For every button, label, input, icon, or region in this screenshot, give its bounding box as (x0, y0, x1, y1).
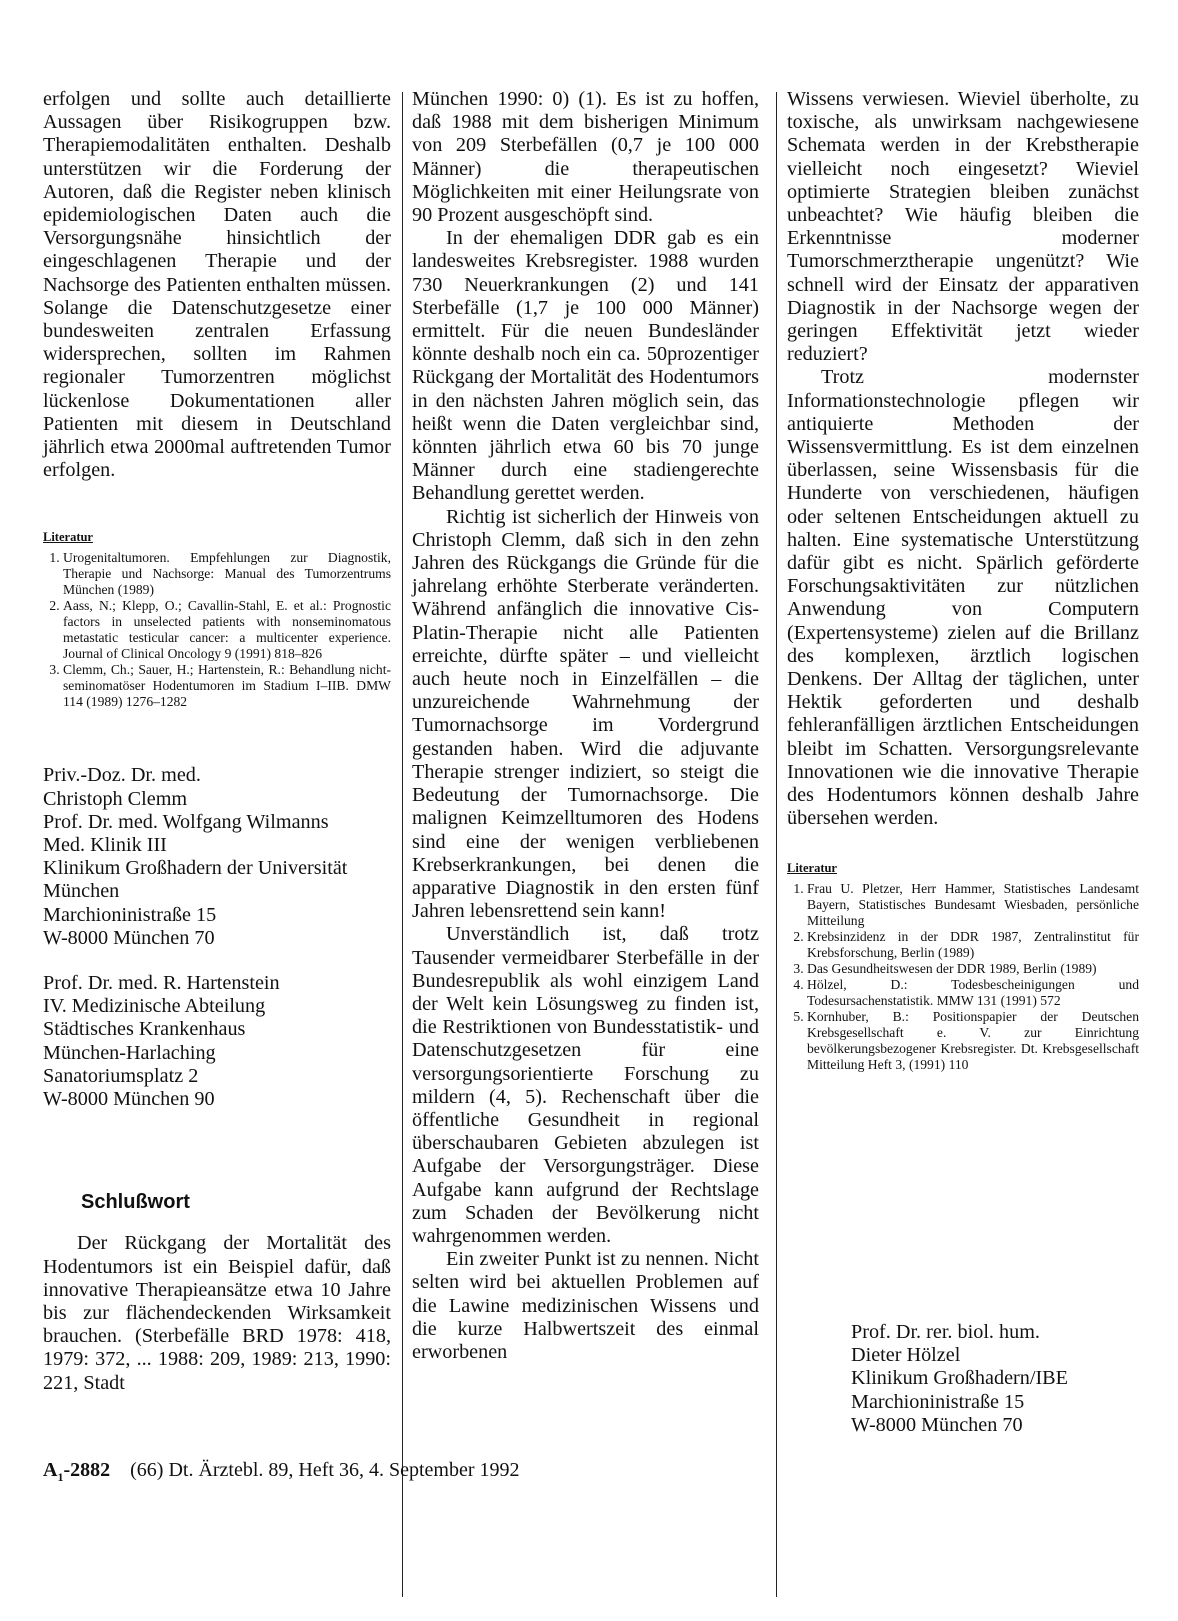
reference-item: 3. Das Gesundheitswesen der DDR 1989, Berlin (1989) (807, 961, 1139, 977)
address-line: Klinikum Großhadern der Universität (43, 857, 348, 880)
column-divider (402, 92, 403, 1597)
literature-heading: Literatur (787, 860, 837, 875)
section-heading: Schlußwort (81, 1191, 190, 1214)
body-paragraph: In der ehemaligen DDR gab es ein landesweites Krebsregister. 1988 wurden 730 Neuerkrankungen (2) und 141 Sterbefälle (1,7 je 100 000 Männer) ermittelt. Für die neuen Bundesländer könnte deshalb noch ein ca. 50prozentiger Rückgang der Mortalität des Hodentumors in den nächsten Jahren möglich sein, das heißt wenn die Daten vergleichbar sind, könnten jährlich etwa 60 bis 70 junge Männer durch eine stadiengerechte Behandlung gerettet werden. (412, 227, 759, 505)
column-middle (412, 88, 759, 1364)
address-line: Prof. Dr. med. R. Hartenstein (43, 972, 280, 995)
literature-heading: Literatur (43, 530, 93, 545)
reference-item: 2. Krebsinzidenz in der DDR 1987, Zentralinstitut für Krebsforschung, Berlin (1989) (807, 929, 1139, 961)
address-line: Sanatoriumsplatz 2 (43, 1064, 199, 1087)
body-paragraph: Ein zweiter Punkt ist zu nennen. Nicht selten wird bei aktuellen Problemen auf die Lawine medizinischen Wissens und die kurze Halbwertszeit des einmal erworbenen (412, 1248, 759, 1363)
address-line: Dieter Hölzel (851, 1344, 961, 1367)
address-line: W-8000 München 70 (43, 926, 215, 949)
reference-item: 1. Urogenitaltumoren. Empfehlungen zur Diagnostik, Therapie und Nachsorge: Manual des Tumorzentrums München (1989) (63, 550, 391, 598)
reference-item: 5. Kornhuber, B.: Positionspapier der Deutschen Krebsgesellschaft e. V. zur Einrichtung bevölkerungsbezogener Krebsregister. Dt. Krebsgesellschaft Mitteilung Heft 3, (1991) 110 (807, 1009, 1139, 1073)
reference-list (787, 881, 1139, 1073)
body-paragraph: Wissens verwiesen. Wieviel überholte, zu toxische, als unwirksam nachgewiesene Schemata werden in der Krebstherapie vielleicht noch eingesetzt? Wieviel optimierte Strategien bleiben zunächst unbeachtet? Wie häufig bleiben die Erkenntnisse moderner Tumorschmerztherapie ungenützt? Wie schnell wird der Einsatz der apparativen Diagnostik in der Nachsorge wegen der geringen Effektivität jetzt wieder reduziert? (787, 88, 1139, 366)
body-paragraph: München 1990: 0) (1). Es ist zu hoffen, daß 1988 mit dem bisherigen Minimum von 209 Sterbefällen (0,7 je 100 000 Männer) die therapeutischen Möglichkeiten mit einer Heilungsrate von 90 Prozent ausgeschöpft sind. (412, 88, 759, 227)
reference-list (43, 550, 391, 710)
address-line: Priv.-Doz. Dr. med. (43, 764, 201, 787)
address-line: W-8000 München 70 (851, 1413, 1023, 1436)
body-paragraph: Richtig ist sicherlich der Hinweis von Christoph Clemm, daß sich in den zehn Jahren des Rückgangs die Gründe für die jahrelang erhöhte Sterberate veränderten. Während anfänglich die innovative Cis-Platin-Therapie nicht alle Patienten erreichte, dürfte später – und vielleicht auch heute noch in Einzelfällen – die unzureichende Wahrnehmung der Tumornachsorge im Vordergrund gestanden haben. Wird die adjuvante Therapie strenger indiziert, so steigt die Bedeutung der Tumornachsorge. Die malignen Keimzelltumoren des Hodens sind eine der wenigen verbliebenen Krebserkrankungen, bei denen die apparative Diagnostik in den ersten fünf Jahren lebensrettend sein kann! (412, 505, 759, 923)
column-right (787, 88, 1139, 1073)
address-line: Marchioninistraße 15 (851, 1390, 1025, 1413)
address-line: Marchioninistraße 15 (43, 903, 217, 926)
body-paragraph: Der Rückgang der Mortalität des Hodentumors ist ein Beispiel dafür, daß innovative Therapieansätze etwa 10 Jahre bis zur flächendeckenden Wirksamkeit brauchen. (Sterbefälle BRD 1978: 418, 1979: 372, ... 1988: 209, 1989: 213, 1990: 221, Stadt (43, 1232, 391, 1394)
address-line: Prof. Dr. med. Wolfgang Wilmanns (43, 810, 329, 833)
reference-item: 3. Clemm, Ch.; Sauer, H.; Hartenstein, R.: Behandlung nicht-seminomatöser Hodentumoren im Stadium I–IIB. DMW 114 (1989) 1276–1282 (63, 662, 391, 710)
body-paragraph: Unverständlich ist, daß trotz Tausender vermeidbarer Sterbefälle in der Bundesrepublik als wohl einzigem Land der Welt kein Lösungsweg zu finden ist, die Restriktionen von Bundesstatistik- und Datenschutzgesetzen für eine versorgungsorientierte Forschung zu mildern (4, 5). Rechenschaft über die öffentliche Gesundheit in regional überschaubaren Gebieten abzulegen ist Aufgabe der Versorgungsträger. Diese Aufgabe kann aufgrund der Rechtslage zum Schaden der Bevölkerung nicht wahrgenommen werden. (412, 923, 759, 1247)
address-line: München-Harlaching (43, 1041, 216, 1064)
author-address (851, 1321, 1068, 1437)
address-line: Klinikum Großhadern/IBE (851, 1367, 1068, 1390)
body-paragraph: Trotz modernster Informationstechnologie pflegen wir antiquierte Methoden der Wissensvermittlung. Es ist dem einzelnen überlassen, seine Wissensbasis für die Hunderte von verschiedenen, häufigen oder seltenen Entscheidungen aktuell zu halten. Eine systematische Unterstützung dafür gibt es nicht. Spärlich geförderte Forschungsaktivitäten zur nützlichen Anwendung von Computern (Expertensysteme) zielen auf die Brillanz des komplexen, ärztlich logischen Denkens. Der Alltag der täglichen, unter Hektik geforderten und deshalb fehleranfälligen ärztlichen Entscheidungen bleibt im Schatten. Versorgungsrelevante Innovationen wie die innovative Therapie des Hodentumors können deshalb Jahre übersehen werden. (787, 366, 1139, 830)
address-line: München (43, 880, 120, 903)
column-left (43, 88, 391, 1395)
address-line: Prof. Dr. rer. biol. hum. (851, 1321, 1040, 1343)
address-line: Städtisches Krankenhaus (43, 1018, 246, 1041)
author-address (43, 764, 391, 950)
author-address (43, 972, 391, 1111)
journal-citation: (66) Dt. Ärztebl. 89, Heft 36, 4. September 1992 (130, 1459, 520, 1481)
body-paragraph: erfolgen und sollte auch detaillierte Aussagen über Risikogruppen bzw. Therapiemodalitäten enthalten. Deshalb unterstützen wir die Forderung der Autoren, daß die Register neben klinisch epidemiologischen Daten auch die Versorgungsnähe hinsichtlich der eingeschlagenen Therapie und der Nachsorge des Patienten enthalten müssen. Solange die Datenschutzgesetze einer bundesweiten zentralen Erfassung widersprechen, sollten im Rahmen regionaler Tumorzentren möglichst lückenlose Dokumentationen aller Patienten mit diesem in Deutschland jährlich etwa 2000mal auftretenden Tumor erfolgen. (43, 88, 391, 482)
page-code: $A_1-2882$ (43, 1459, 111, 1484)
reference-item: 4. Hölzel, D.: Todesbescheinigungen und Todesursachenstatistik. MMW 131 (1991) 572 (807, 977, 1139, 1009)
address-line: W-8000 München 90 (43, 1088, 215, 1111)
address-line: IV. Medizinische Abteilung (43, 995, 266, 1018)
address-line: Med. Klinik III (43, 834, 167, 857)
page-footer (43, 1458, 519, 1489)
reference-item: 2. Aass, N.; Klepp, O.; Cavallin-Stahl, E. et al.: Prognostic factors in unselected patients with nonseminomatous metastatic testicular cancer: a multicenter experience. Journal of Clinical Oncology 9 (1991) 818–826 (63, 598, 391, 662)
column-divider (776, 92, 777, 1597)
reference-item: 1. Frau U. Pletzer, Herr Hammer, Statistisches Landesamt Bayern, Statistisches Bundesamt Wiesbaden, persönliche Mitteilung (807, 881, 1139, 929)
address-line: Christoph Clemm (43, 787, 188, 810)
